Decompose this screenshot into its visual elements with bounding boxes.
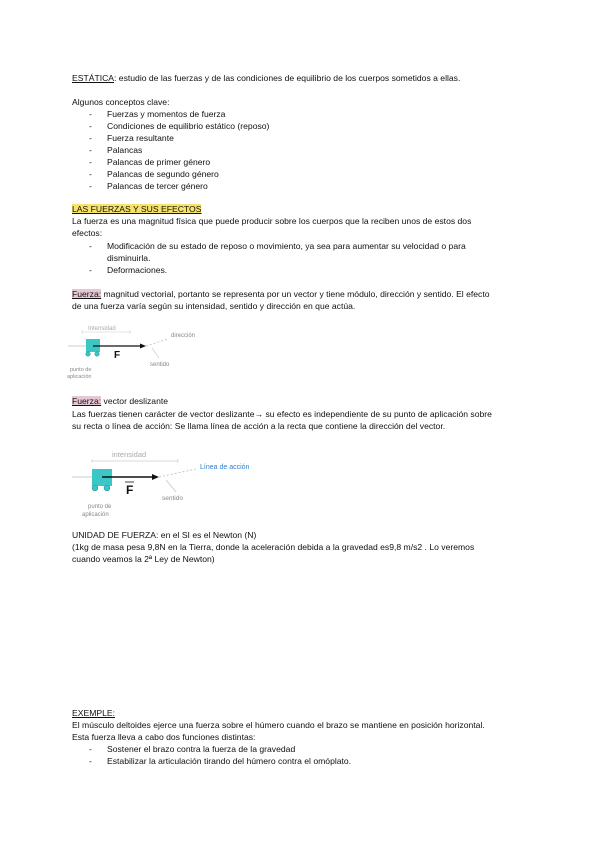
punto-label-2: aplicación bbox=[82, 512, 109, 518]
punto-label-2: aplicación bbox=[67, 374, 92, 380]
fuerza-deslizante-heading bbox=[72, 395, 168, 407]
fuerza-term: Fuerza: bbox=[72, 289, 102, 299]
action-line-right bbox=[159, 469, 196, 477]
wheel-right bbox=[95, 352, 99, 356]
force-vector-diagram bbox=[60, 318, 230, 384]
unidad-line2: (1kg de masa pesa 9,8N en la Tierra, donde la aceleración debida a la gravedad es9,8 m/s2 . Lo veremos bbox=[72, 542, 475, 552]
sliding-vector-diagram bbox=[68, 444, 288, 522]
estatica-paragraph bbox=[72, 72, 460, 84]
concepts-intro: Algunos conceptos clave: bbox=[72, 97, 170, 107]
exemple-line2: Esta fuerza lleva a cabo dos funciones distintas: bbox=[72, 732, 256, 742]
fuerza-vectorial-line1 bbox=[72, 288, 490, 300]
arrow-head bbox=[152, 474, 159, 480]
list-item bbox=[72, 240, 542, 264]
wheel-left bbox=[86, 352, 90, 356]
wheel-right bbox=[104, 485, 110, 491]
punto-label-1: punto de bbox=[88, 504, 112, 510]
wheel-left bbox=[92, 485, 98, 491]
list-item: - Palancas de primer género bbox=[72, 156, 269, 168]
efectos-item-1-line2: disminuirla. bbox=[107, 253, 151, 263]
efectos-item-1-line1: Modificación de su estado de reposo o movimiento, ya sea para aumentar su velocidad o para bbox=[107, 241, 466, 251]
direccion-label: dirección bbox=[171, 333, 196, 339]
list-item: - Sostener el brazo contra la fuerza de la gravedad bbox=[72, 743, 351, 755]
direction-line-right bbox=[146, 339, 168, 346]
linea-accion-label: Línea de acción bbox=[200, 464, 250, 471]
force-label: F bbox=[114, 350, 121, 361]
fuerza-deslizante-line2: su recta o línea de acción: Se llama línea de acción a la recta que contiene la dirección del vector. bbox=[72, 421, 446, 431]
estatica-term: ESTÁTICA bbox=[72, 73, 115, 83]
list-item: - Fuerza resultante bbox=[72, 132, 269, 144]
intensidad-label: intensidad bbox=[112, 450, 147, 459]
list-item: - Palancas de tercer género bbox=[72, 180, 269, 192]
concepts-list bbox=[72, 108, 269, 192]
fuerza-vectorial-line2: de una fuerza varía según su intensidad, sentido y dirección en que actúa. bbox=[72, 301, 356, 311]
exemple-list bbox=[72, 743, 351, 767]
list-item: - Palancas bbox=[72, 144, 269, 156]
exemple-heading: EXEMPLE: bbox=[72, 708, 115, 718]
force-label: F bbox=[126, 483, 134, 497]
unidad-line3: cuando veamos la 2ª Ley de Newton) bbox=[72, 554, 215, 564]
efectos-list bbox=[72, 240, 542, 276]
fuerza-deslizante-line1: Las fuerzas tienen carácter de vector deslizante→ su efecto es independiente de su punto de aplicación sobre bbox=[72, 409, 492, 419]
estatica-definition: : estudio de las fuerzas y de las condiciones de equilibrio de los cuerpos sometidos a ellas. bbox=[114, 73, 461, 83]
intensidad-label: Intensidad bbox=[88, 326, 116, 332]
punto-label-1: punto de bbox=[70, 367, 92, 373]
sentido-label: sentido bbox=[162, 495, 183, 502]
exemple-heading-line bbox=[72, 707, 115, 719]
efectos-heading: LAS FUERZAS Y SUS EFECTOS bbox=[72, 204, 202, 214]
efectos-intro-2: efectos: bbox=[72, 228, 103, 238]
fuerza-deslizante-suffix: vector deslizante bbox=[101, 396, 169, 406]
unidad-line1: UNIDAD DE FUERZA: en el SI es el Newton (N) bbox=[72, 530, 257, 540]
efectos-heading-line bbox=[72, 203, 201, 215]
list-item: - Estabilizar la articulación tirando del húmero contra el omóplato. bbox=[72, 755, 351, 767]
sentido-label: sentido bbox=[150, 362, 170, 368]
fuerza-deslizante-term: Fuerza: bbox=[72, 396, 102, 406]
arrow-head bbox=[140, 344, 146, 349]
list-item: - Palancas de segundo género bbox=[72, 168, 269, 180]
list-item: - Condiciones de equilibrio estático (reposo) bbox=[72, 120, 269, 132]
exemple-line1: El músculo deltoides ejerce una fuerza sobre el húmero cuando el brazo se mantiene en posición horizontal. bbox=[72, 720, 485, 730]
list-item: - Deformaciones. bbox=[72, 264, 542, 276]
efectos-intro-1: La fuerza es una magnitud física que puede producir sobre los cuerpos que la reciben unos de estos dos bbox=[72, 216, 472, 226]
fuerza-vectorial-text-1: magnitud vectorial, portanto se representa por un vector y tiene módulo, dirección y sentido. El efecto bbox=[101, 289, 490, 299]
list-item: - Fuerzas y momentos de fuerza bbox=[72, 108, 269, 120]
